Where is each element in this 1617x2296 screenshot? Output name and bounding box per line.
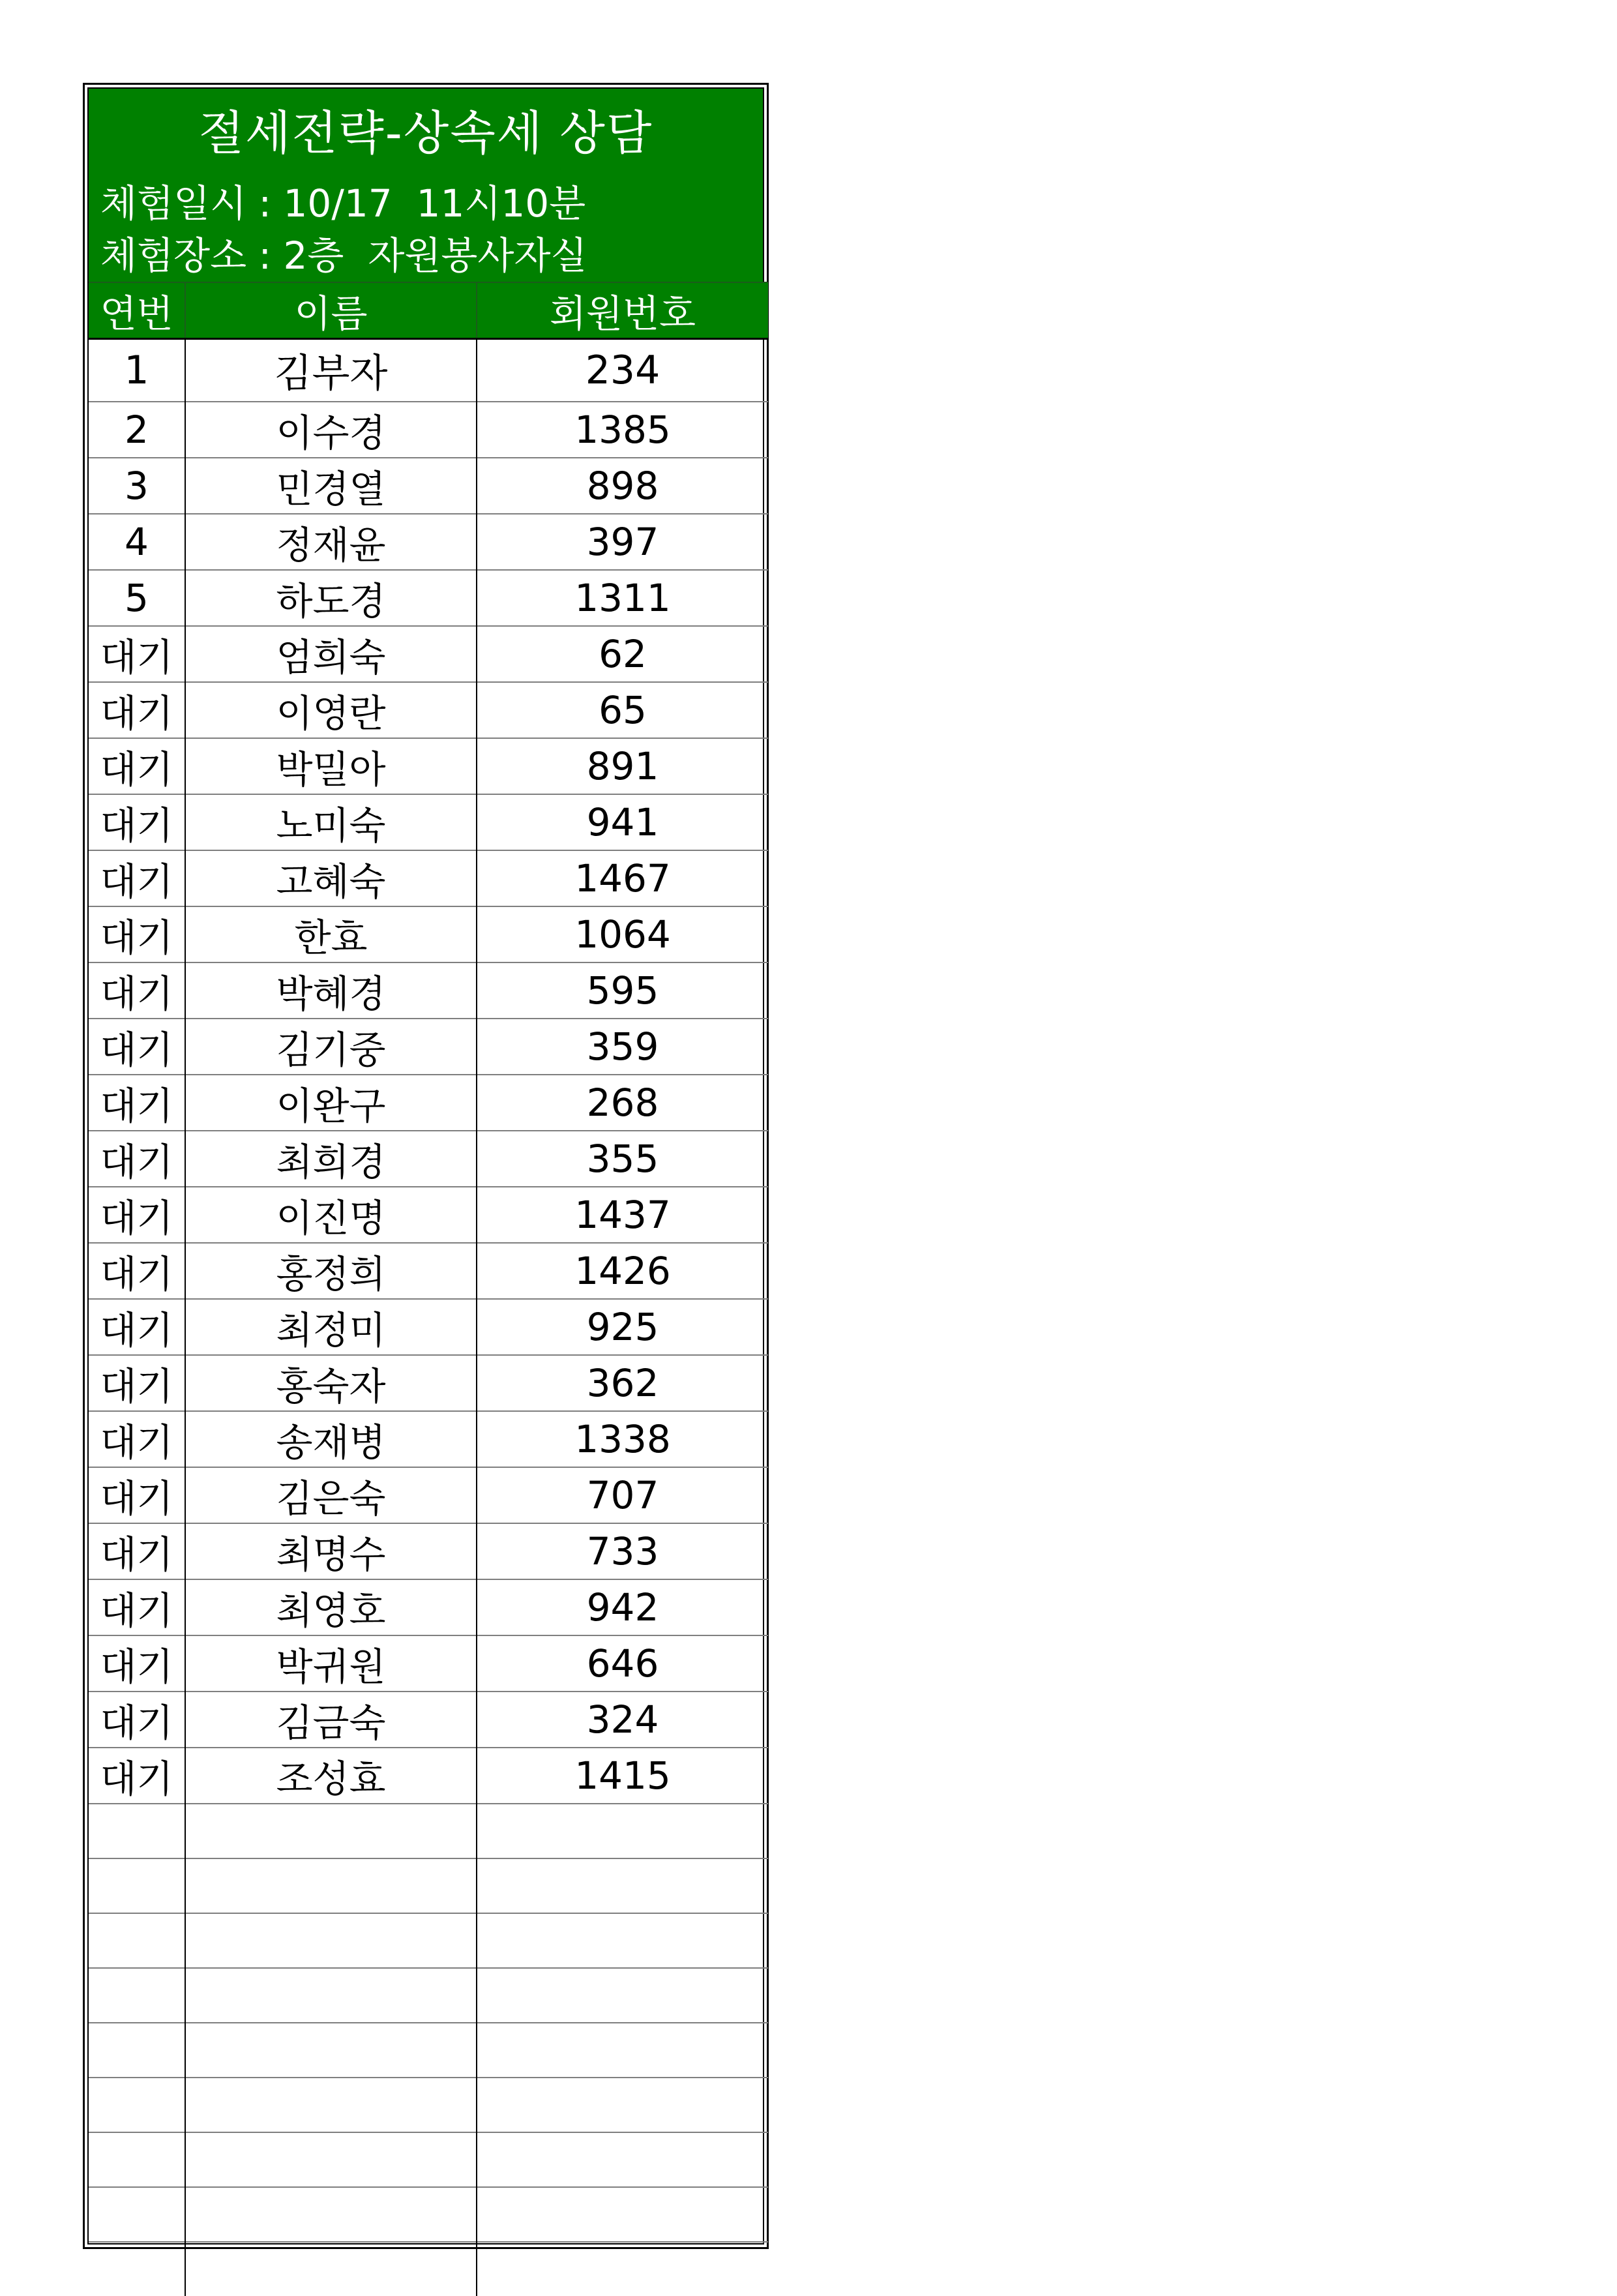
cell-number: 대기 — [89, 1019, 185, 1075]
empty-cell — [185, 1804, 477, 1858]
table-row — [89, 1692, 768, 1748]
empty-cell — [89, 1804, 185, 1858]
cell-number: 대기 — [89, 794, 185, 850]
cell-name: 송재병 — [185, 1411, 477, 1467]
table-row — [89, 850, 768, 906]
cell-name: 하도경 — [185, 570, 477, 626]
cell-name: 김부자 — [185, 339, 477, 402]
table-row — [89, 1355, 768, 1411]
cell-name: 고혜숙 — [185, 850, 477, 906]
cell-member-id: 234 — [477, 339, 768, 402]
cell-number: 대기 — [89, 1411, 185, 1467]
empty-cell — [477, 2078, 768, 2132]
table-row — [89, 458, 768, 514]
table-row — [89, 1187, 768, 1243]
cell-number: 1 — [89, 339, 185, 402]
empty-row — [89, 1858, 768, 1913]
cell-name: 조성효 — [185, 1748, 477, 1804]
cell-number: 대기 — [89, 1579, 185, 1635]
cell-member-id: 65 — [477, 682, 768, 738]
table-row — [89, 570, 768, 626]
cell-member-id: 1415 — [477, 1748, 768, 1804]
cell-number: 4 — [89, 514, 185, 570]
cell-member-id: 355 — [477, 1131, 768, 1187]
cell-member-id: 362 — [477, 1355, 768, 1411]
cell-member-id: 1064 — [477, 906, 768, 962]
cell-member-id: 595 — [477, 962, 768, 1019]
table-row — [89, 1019, 768, 1075]
empty-cell — [89, 1858, 185, 1913]
empty-cell — [185, 1913, 477, 1968]
cell-name: 엄희숙 — [185, 626, 477, 682]
cell-name: 이진명 — [185, 1187, 477, 1243]
table-row — [89, 1635, 768, 1692]
cell-member-id: 268 — [477, 1075, 768, 1131]
cell-name: 최정미 — [185, 1299, 477, 1355]
cell-member-id: 324 — [477, 1692, 768, 1748]
cell-number: 대기 — [89, 1075, 185, 1131]
cell-member-id: 941 — [477, 794, 768, 850]
table-body — [89, 339, 768, 2296]
cell-number: 대기 — [89, 962, 185, 1019]
cell-number: 대기 — [89, 1131, 185, 1187]
cell-member-id: 898 — [477, 458, 768, 514]
empty-cell — [477, 1913, 768, 1968]
cell-member-id: 1338 — [477, 1411, 768, 1467]
empty-cell — [477, 2023, 768, 2078]
cell-member-id: 1467 — [477, 850, 768, 906]
cell-number: 5 — [89, 570, 185, 626]
cell-number: 대기 — [89, 1355, 185, 1411]
cell-name: 최명수 — [185, 1523, 477, 1579]
cell-name: 홍정희 — [185, 1243, 477, 1299]
cell-name: 박밀아 — [185, 738, 477, 794]
table-row — [89, 1579, 768, 1635]
cell-member-id: 397 — [477, 514, 768, 570]
cell-number: 대기 — [89, 1692, 185, 1748]
table-row — [89, 1243, 768, 1299]
empty-row — [89, 2023, 768, 2078]
cell-name: 이영란 — [185, 682, 477, 738]
empty-cell — [185, 2132, 477, 2187]
cell-number: 대기 — [89, 682, 185, 738]
table-row — [89, 514, 768, 570]
table-row — [89, 1523, 768, 1579]
sheet-title: 절세전략-상속세 상담 — [89, 89, 763, 177]
table-row — [89, 626, 768, 682]
empty-cell — [185, 1968, 477, 2023]
empty-cell — [89, 2187, 185, 2242]
cell-number: 대기 — [89, 1635, 185, 1692]
cell-number: 대기 — [89, 850, 185, 906]
table-row — [89, 738, 768, 794]
empty-cell — [477, 2187, 768, 2242]
empty-cell — [89, 1968, 185, 2023]
cell-name: 최영호 — [185, 1579, 477, 1635]
column-header-member-id: 회원번호 — [477, 282, 768, 339]
empty-row — [89, 1968, 768, 2023]
empty-cell — [185, 2242, 477, 2296]
cell-name: 정재윤 — [185, 514, 477, 570]
cell-number: 대기 — [89, 738, 185, 794]
cell-number: 대기 — [89, 626, 185, 682]
cell-name: 민경열 — [185, 458, 477, 514]
table-row — [89, 402, 768, 458]
cell-number: 2 — [89, 402, 185, 458]
table-row — [89, 962, 768, 1019]
cell-member-id: 1426 — [477, 1243, 768, 1299]
empty-cell — [89, 2242, 185, 2296]
cell-name: 김금숙 — [185, 1692, 477, 1748]
cell-member-id: 925 — [477, 1299, 768, 1355]
column-header-name: 이름 — [185, 282, 477, 339]
location-line: 체험장소 : 2층 자원봉사자실 — [89, 230, 763, 282]
empty-cell — [89, 1913, 185, 1968]
cell-name: 한효 — [185, 906, 477, 962]
table-row — [89, 1131, 768, 1187]
empty-row — [89, 1804, 768, 1858]
empty-cell — [185, 2023, 477, 2078]
table-row — [89, 1467, 768, 1523]
empty-row — [89, 2078, 768, 2132]
cell-member-id: 1385 — [477, 402, 768, 458]
empty-cell — [89, 2023, 185, 2078]
table-row — [89, 1075, 768, 1131]
table-row — [89, 1299, 768, 1355]
table-row — [89, 682, 768, 738]
empty-cell — [185, 2187, 477, 2242]
table-header-row — [89, 282, 768, 339]
cell-number: 대기 — [89, 1299, 185, 1355]
empty-cell — [477, 1804, 768, 1858]
cell-member-id: 359 — [477, 1019, 768, 1075]
table-row — [89, 794, 768, 850]
cell-number: 대기 — [89, 1243, 185, 1299]
table-row — [89, 906, 768, 962]
empty-cell — [477, 2132, 768, 2187]
datetime-line: 체험일시 : 10/17 11시10분 — [89, 177, 763, 230]
attendee-table — [89, 282, 768, 2296]
signup-sheet — [83, 83, 769, 2249]
cell-name: 이수경 — [185, 402, 477, 458]
cell-member-id: 891 — [477, 738, 768, 794]
empty-cell — [185, 1858, 477, 1913]
empty-row — [89, 1913, 768, 1968]
empty-row — [89, 2187, 768, 2242]
cell-number: 3 — [89, 458, 185, 514]
cell-name: 노미숙 — [185, 794, 477, 850]
empty-cell — [89, 2078, 185, 2132]
cell-member-id: 942 — [477, 1579, 768, 1635]
table-row — [89, 339, 768, 402]
empty-cell — [185, 2078, 477, 2132]
cell-member-id: 1311 — [477, 570, 768, 626]
cell-member-id: 646 — [477, 1635, 768, 1692]
cell-name: 김기중 — [185, 1019, 477, 1075]
empty-row — [89, 2242, 768, 2296]
cell-member-id: 733 — [477, 1523, 768, 1579]
cell-member-id: 707 — [477, 1467, 768, 1523]
cell-name: 최희경 — [185, 1131, 477, 1187]
empty-cell — [477, 2242, 768, 2296]
cell-number: 대기 — [89, 906, 185, 962]
sheet-inner-border — [87, 87, 764, 2244]
cell-name: 박혜경 — [185, 962, 477, 1019]
header-block — [89, 89, 763, 282]
cell-number: 대기 — [89, 1467, 185, 1523]
empty-cell — [477, 1858, 768, 1913]
cell-name: 이완구 — [185, 1075, 477, 1131]
empty-cell — [89, 2132, 185, 2187]
cell-name: 박귀원 — [185, 1635, 477, 1692]
empty-cell — [477, 1968, 768, 2023]
table-row — [89, 1748, 768, 1804]
cell-number: 대기 — [89, 1523, 185, 1579]
cell-name: 김은숙 — [185, 1467, 477, 1523]
cell-member-id: 1437 — [477, 1187, 768, 1243]
cell-member-id: 62 — [477, 626, 768, 682]
column-header-number: 연번 — [89, 282, 185, 339]
empty-row — [89, 2132, 768, 2187]
cell-number: 대기 — [89, 1187, 185, 1243]
cell-name: 홍숙자 — [185, 1355, 477, 1411]
cell-number: 대기 — [89, 1748, 185, 1804]
table-row — [89, 1411, 768, 1467]
